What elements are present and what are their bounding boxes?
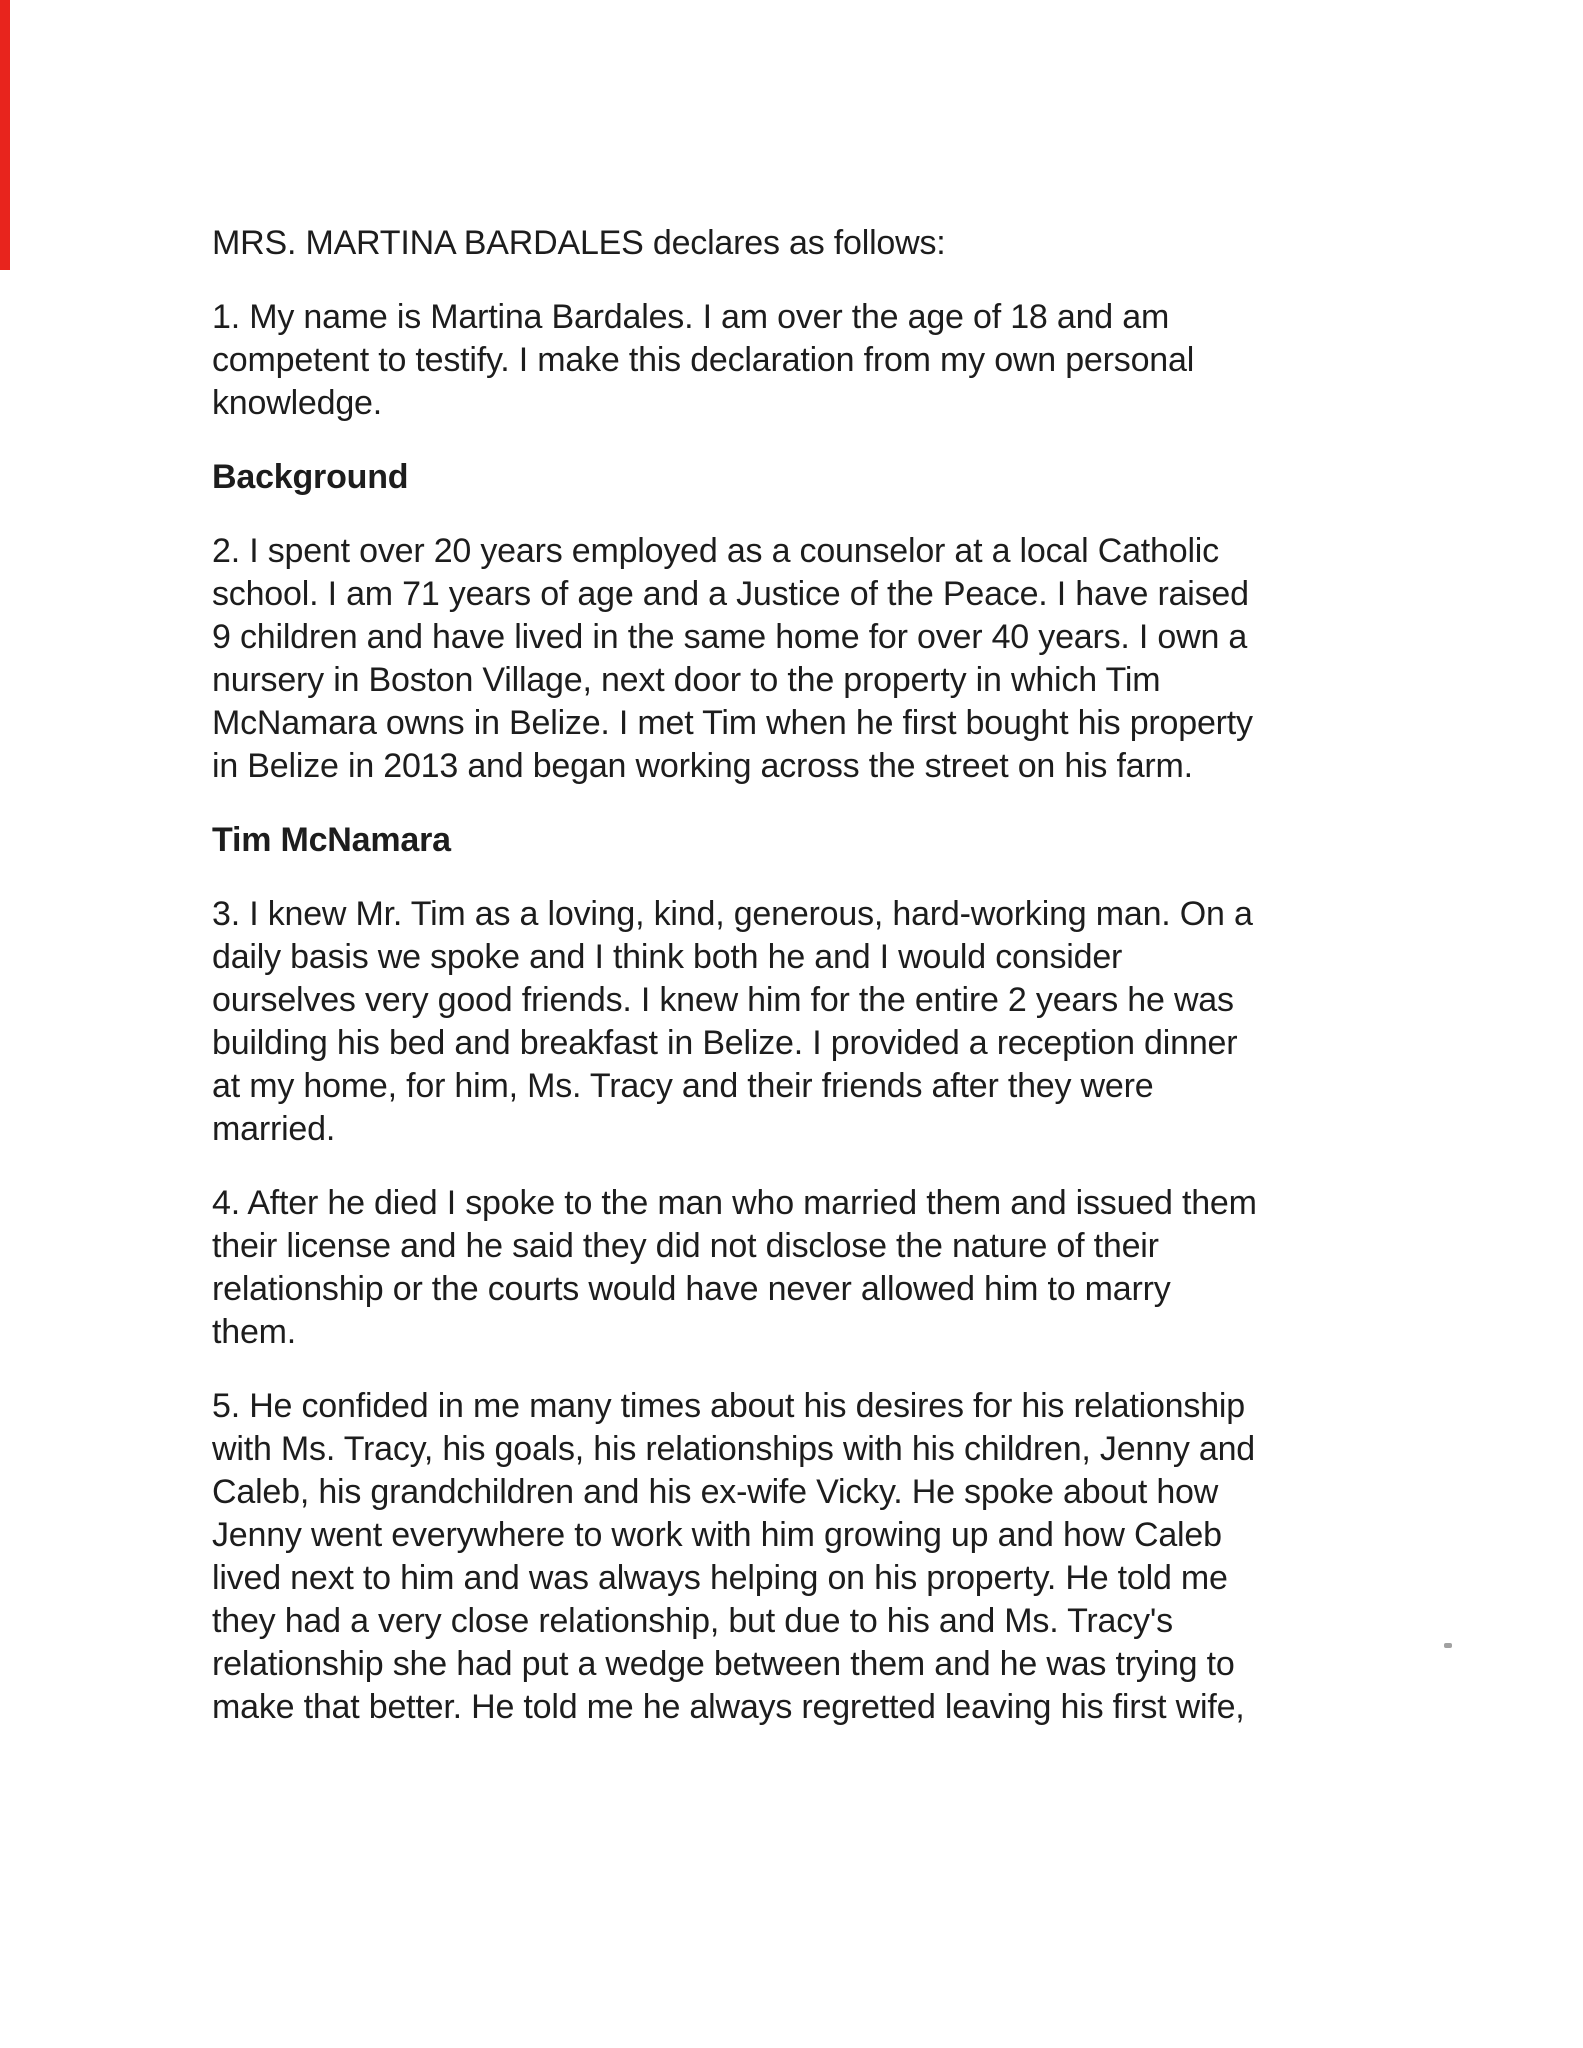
paragraph-1 — [212, 296, 1492, 425]
heading-tim-mcnamara — [212, 819, 1492, 862]
text-line: 5. He confided in me many times about his desires for his relationship — [212, 1387, 1245, 1425]
text-line: Jenny went everywhere to work with him growing up and how Caleb — [212, 1516, 1222, 1554]
text-line: Caleb, his grandchildren and his ex-wife Vicky. He spoke about how — [212, 1473, 1219, 1511]
text-line: MRS. MARTINA BARDALES declares as follows: — [212, 224, 946, 262]
text-line: relationship she had put a wedge between them and he was trying to — [212, 1645, 1235, 1683]
text-line: nursery in Boston Village, next door to the property in which Tim — [212, 661, 1161, 699]
text-line: daily basis we spoke and I think both he and I would consider — [212, 938, 1123, 976]
text-line: competent to testify. I make this declaration from my own personal — [212, 341, 1195, 379]
text-line: building his bed and breakfast in Belize. I provided a reception dinner — [212, 1024, 1238, 1062]
text-line: 2. I spent over 20 years employed as a counselor at a local Catholic — [212, 532, 1219, 570]
text-line: McNamara owns in Belize. I met Tim when he first bought his property — [212, 704, 1253, 742]
text-line: in Belize in 2013 and began working across the street on his farm. — [212, 747, 1193, 785]
paragraph-3 — [212, 893, 1492, 1151]
text-line: them. — [212, 1313, 297, 1351]
text-line: they had a very close relationship, but due to his and Ms. Tracy's — [212, 1602, 1173, 1640]
text-line: school. I am 71 years of age and a Justice of the Peace. I have raised — [212, 575, 1249, 613]
text-line: at my home, for him, Ms. Tracy and their friends after they were — [212, 1067, 1154, 1105]
heading-background — [212, 456, 1492, 499]
text-line: married. — [212, 1110, 336, 1148]
text-line: Tim McNamara — [212, 821, 451, 859]
text-line: with Ms. Tracy, his goals, his relationships with his children, Jenny and — [212, 1430, 1256, 1468]
text-line: make that better. He told me he always regretted leaving his first wife, — [212, 1688, 1245, 1726]
declaration-opening — [212, 222, 1492, 265]
paragraph-4 — [212, 1182, 1492, 1354]
text-line: 3. I knew Mr. Tim as a loving, kind, generous, hard-working man. On a — [212, 895, 1253, 933]
document-content — [212, 222, 1492, 1729]
text-line: their license and he said they did not disclose the nature of their — [212, 1227, 1159, 1265]
scan-speck-artifact — [1444, 1643, 1452, 1648]
text-line: 4. After he died I spoke to the man who married them and issued them — [212, 1184, 1257, 1222]
text-line: lived next to him and was always helping on his property. He told me — [212, 1559, 1228, 1597]
scanner-artifact-red-stripe — [0, 0, 10, 270]
text-line: Background — [212, 458, 409, 496]
text-line: 1. My name is Martina Bardales. I am over the age of 18 and am — [212, 298, 1170, 336]
paragraph-5 — [212, 1385, 1492, 1729]
text-line: knowledge. — [212, 384, 383, 422]
text-line: ourselves very good friends. I knew him for the entire 2 years he was — [212, 981, 1234, 1019]
paragraph-2 — [212, 530, 1492, 788]
text-line: relationship or the courts would have never allowed him to marry — [212, 1270, 1171, 1308]
text-line: 9 children and have lived in the same home for over 40 years. I own a — [212, 618, 1248, 656]
